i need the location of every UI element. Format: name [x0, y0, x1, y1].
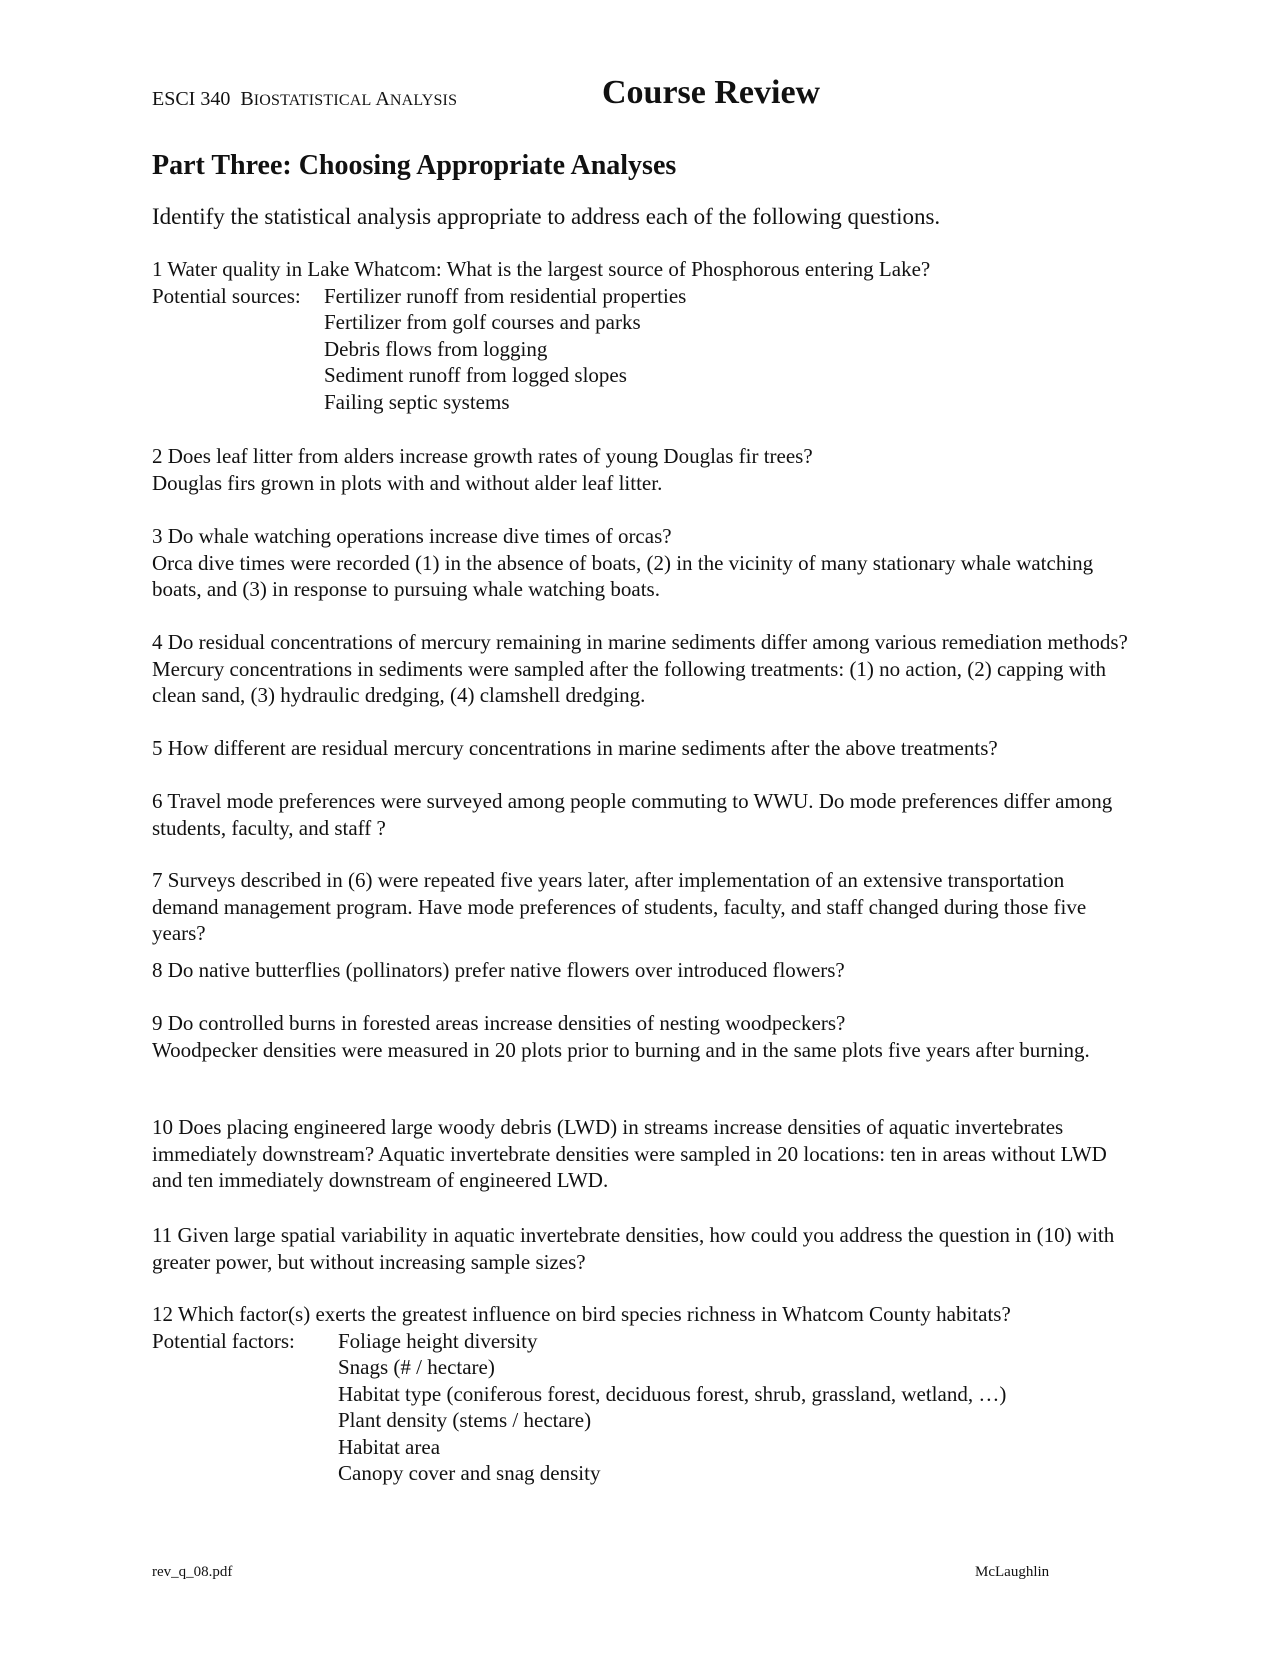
question-text: 6 Travel mode preferences were surveyed among people commuting to WWU. Do mode preferences differ among students, faculty, and staff ?	[152, 789, 1113, 840]
question-text: 7 Surveys described in (6) were repeated five years later, after implementation of an extensive transportation demand management program. Have mode preferences of students, faculty, and staff changed during those five years?	[152, 868, 1087, 945]
source-list	[324, 283, 686, 416]
footer-author: McLaughlin	[975, 1564, 1050, 1580]
question-1	[152, 256, 1132, 415]
list-item: Debris flows from logging	[324, 336, 548, 361]
course-name-initial-b: B	[240, 88, 254, 110]
question-10	[152, 1114, 1132, 1194]
question-text: 3 Do whale watching operations increase dive times of orcas?	[152, 524, 672, 548]
question-2	[152, 443, 1132, 496]
question-9	[152, 1010, 1132, 1063]
question-text: 2 Does leaf litter from alders increase growth rates of young Douglas fir trees?	[152, 444, 813, 468]
question-11	[152, 1222, 1132, 1275]
question-text: 5 How different are residual mercury concentrations in marine sediments after the above treatments?	[152, 736, 998, 760]
factor-list	[338, 1328, 1006, 1487]
page-header	[152, 74, 1152, 124]
course-name-rest-b: IOSTATISTICAL	[253, 92, 372, 109]
question-8	[152, 957, 1132, 984]
question-text: 1 Water quality in Lake Whatcom: What is the largest source of Phosphorous entering Lake?	[152, 257, 931, 281]
list-label: Potential factors:	[152, 1328, 295, 1353]
question-detail: Woodpecker densities were measured in 20 plots prior to burning and in the same plots five years after burning.	[152, 1037, 1090, 1062]
list-item: Plant density (stems / hectare)	[338, 1408, 592, 1432]
intro-text: Identify the statistical analysis appropriate to address each of the following questions.	[152, 204, 941, 229]
question-text: 4 Do residual concentrations of mercury remaining in marine sediments differ among various remediation methods? Mercury concentrations in sediments were sampled after the following treatments: (1) no action, (2) capping with clean sand, (3) hydraulic dredging, (4) clamshell dredging.	[152, 630, 1128, 707]
list-item: Habitat type (coniferous forest, deciduous forest, shrub, grassland, wetland, …)	[338, 1381, 1007, 1406]
part-title: Part Three: Choosing Appropriate Analyses	[152, 150, 677, 181]
document-title: Course Review	[602, 74, 821, 111]
question-text: 11 Given large spatial variability in aquatic invertebrate densities, how could you address the question in (10) with greater power, but without increasing sample sizes?	[152, 1223, 1115, 1274]
question-text: 10 Does placing engineered large woody debris (LWD) in streams increase densities of aquatic invertebrates immediately downstream? Aquatic invertebrate densities were sampled in 20 locations: ten in areas without LWD and ten immediately downstream of engineered LWD.	[152, 1115, 1107, 1192]
list-item: Failing septic systems	[324, 389, 510, 414]
list-label: Potential sources:	[152, 283, 301, 308]
question-text: 9 Do controlled burns in forested areas increase densities of nesting woodpeckers?	[152, 1011, 846, 1035]
question-text: 8 Do native butterflies (pollinators) prefer native flowers over introduced flowers?	[152, 958, 845, 982]
question-4	[152, 629, 1132, 709]
question-6	[152, 788, 1132, 841]
question-12	[152, 1301, 1132, 1487]
question-3	[152, 523, 1132, 603]
course-number: ESCI 340	[152, 88, 231, 110]
list-item: Fertilizer runoff from residential properties	[324, 283, 687, 308]
course-label	[152, 88, 457, 111]
question-5	[152, 735, 1132, 762]
course-name-rest-a: NALYSIS	[389, 92, 458, 109]
question-detail: Orca dive times were recorded (1) in the absence of boats, (2) in the vicinity of many stationary whale watching boats, and (3) in response to pursuing whale watching boats.	[152, 550, 1094, 601]
list-item: Sediment runoff from logged slopes	[324, 363, 627, 387]
list-item: Snags (# / hectare)	[338, 1355, 495, 1379]
question-7	[152, 867, 1132, 947]
footer-filename: rev_q_08.pdf	[152, 1564, 233, 1580]
list-item: Foliage height diversity	[338, 1328, 538, 1353]
list-item: Canopy cover and snag density	[338, 1461, 601, 1485]
list-item: Fertilizer from golf courses and parks	[324, 310, 641, 334]
course-name-initial-a: A	[375, 88, 390, 110]
question-text: 12 Which factor(s) exerts the greatest influence on bird species richness in Whatcom County habitats?	[152, 1302, 1011, 1326]
list-item: Habitat area	[338, 1434, 441, 1459]
question-detail: Douglas firs grown in plots with and without alder leaf litter.	[152, 470, 663, 495]
